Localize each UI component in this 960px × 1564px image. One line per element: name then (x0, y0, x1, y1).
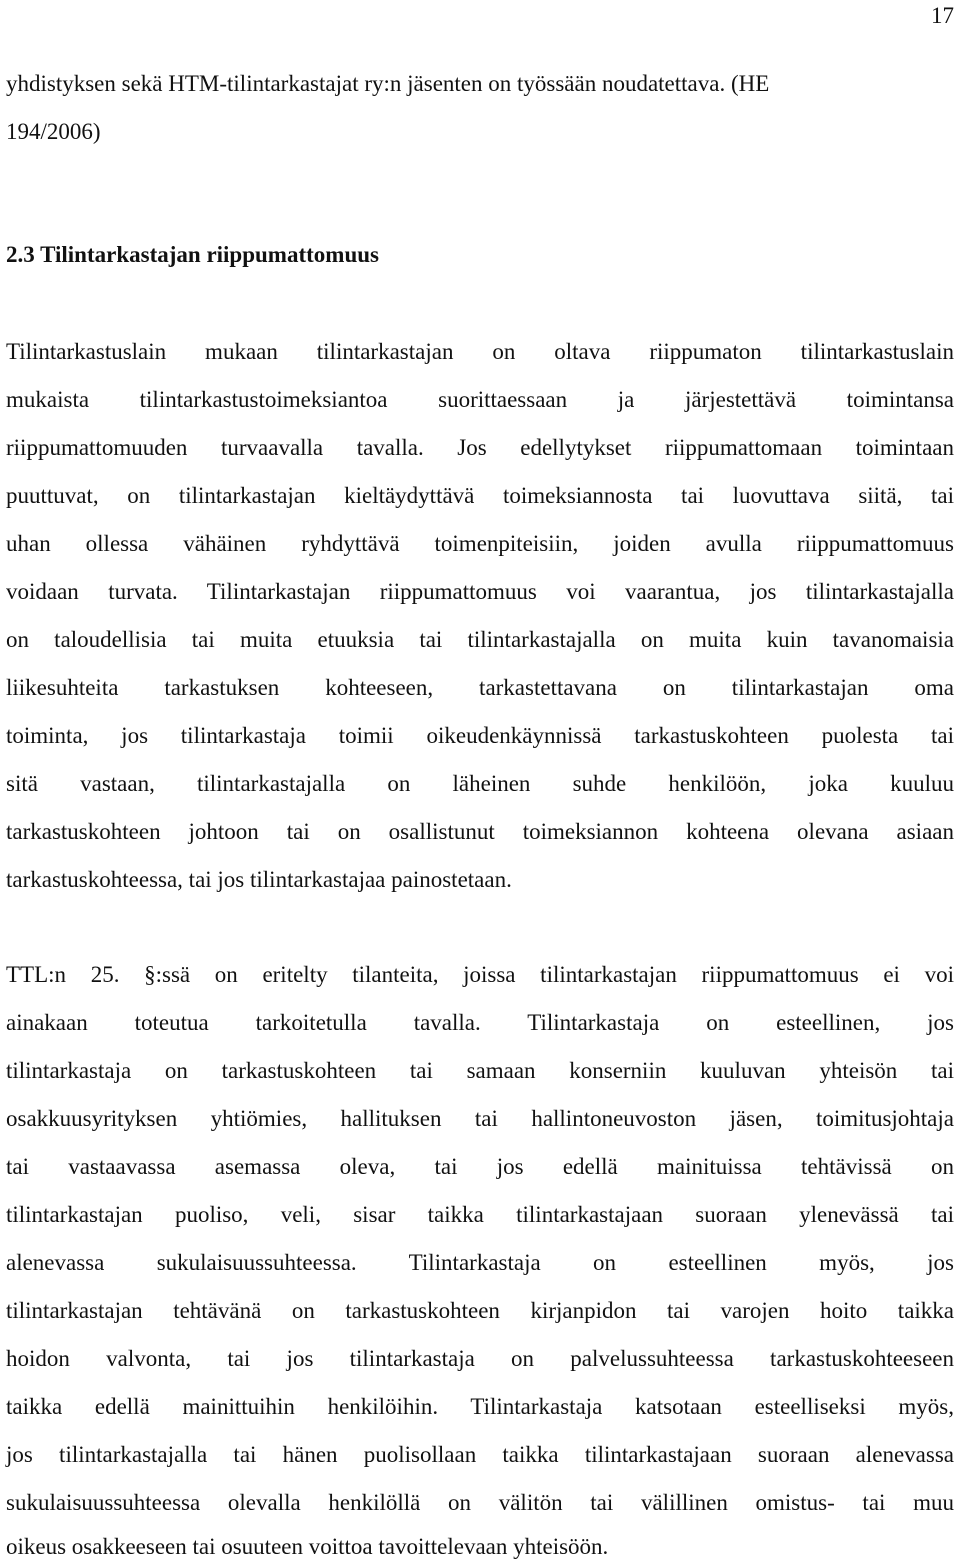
paragraph-line: jos tilintarkastajalla tai hänen puolisollaan taikka tilintarkastajaan suoraan alenevassa (6, 1442, 954, 1467)
paragraph-line: sitä vastaan, tilintarkastajalla on läheinen suhde henkilöön, joka kuuluu (6, 771, 954, 796)
paragraph-line: alenevassa sukulaisuussuhteessa. Tilintarkastaja on esteellinen myös, jos (6, 1250, 954, 1275)
paragraph-line: ainakaan toteutua tarkoitetulla tavalla. Tilintarkastaja on esteellinen, jos (6, 1010, 954, 1035)
intro-line: 194/2006) (6, 119, 101, 144)
intro-line: yhdistyksen sekä HTM-tilintarkastajat ry:n jäsenten on työssään noudatettava. (HE (6, 71, 770, 96)
paragraph-line: tilintarkastajan puoliso, veli, sisar taikka tilintarkastajaan suoraan ylenevässä tai (6, 1202, 954, 1227)
paragraph-line: oikeus osakkeeseen tai osuuteen voittoa tavoittelevaan yhteisöön. (6, 1534, 609, 1559)
paragraph-line: sukulaisuussuhteessa olevalla henkilöllä on välitön tai välillinen omistus- tai muu (6, 1490, 954, 1515)
paragraph-line: on taloudellisia tai muita etuuksia tai tilintarkastajalla on muita kuin tavanomaisia (6, 627, 954, 652)
paragraph-line: uhan ollessa vähäinen ryhdyttävä toimenpiteisiin, joiden avulla riippumattomuus (6, 531, 954, 556)
paragraph-line: mukaista tilintarkastustoimeksiantoa suorittaessaan ja järjestettävä toimintansa (6, 387, 954, 412)
paragraph-line: tilintarkastajan tehtävänä on tarkastuskohteen kirjanpidon tai varojen hoito taikka (6, 1298, 954, 1323)
paragraph-line: TTL:n 25. §:ssä on eritelty tilanteita, joissa tilintarkastajan riippumattomuus ei voi (6, 962, 954, 987)
paragraph-line: liikesuhteita tarkastuksen kohteeseen, tarkastettavana on tilintarkastajan oma (6, 675, 954, 700)
paragraph-line: riippumattomuuden turvaavalla tavalla. Jos edellytykset riippumattomaan toimintaan (6, 435, 954, 460)
paragraph-line: tai vastaavassa asemassa oleva, tai jos edellä mainituissa tehtävissä on (6, 1154, 954, 1179)
paragraph-line: toiminta, jos tilintarkastaja toimii oikeudenkäynnissä tarkastuskohteen puolesta tai (6, 723, 954, 748)
paragraph-line: Tilintarkastuslain mukaan tilintarkastajan on oltava riippumaton tilintarkastuslain (6, 339, 954, 364)
paragraph-line: tarkastuskohteen johtoon tai on osallistunut toimeksiannon kohteena olevana asiaan (6, 819, 954, 844)
paragraph-line: hoidon valvonta, tai jos tilintarkastaja on palvelussuhteessa tarkastuskohteeseen (6, 1346, 954, 1371)
paragraph-line: osakkuusyrityksen yhtiömies, hallituksen tai hallintoneuvoston jäsen, toimitusjohtaja (6, 1106, 954, 1131)
paragraph-line: tilintarkastaja on tarkastuskohteen tai samaan konserniin kuuluvan yhteisön tai (6, 1058, 954, 1083)
paragraph-line: puuttuvat, on tilintarkastajan kieltäydyttävä toimeksiannosta tai luovuttava siitä, tai (6, 483, 954, 508)
section-heading: 2.3 Tilintarkastajan riippumattomuus (6, 242, 379, 267)
paragraph-line: taikka edellä mainittuihin henkilöihin. Tilintarkastaja katsotaan esteelliseksi myös, (6, 1394, 954, 1419)
page-number: 17 (931, 3, 954, 28)
paragraph-line: voidaan turvata. Tilintarkastajan riippumattomuus voi vaarantua, jos tilintarkastajalla (6, 579, 954, 604)
paragraph-line: tarkastuskohteessa, tai jos tilintarkastajaa painostetaan. (6, 867, 512, 892)
